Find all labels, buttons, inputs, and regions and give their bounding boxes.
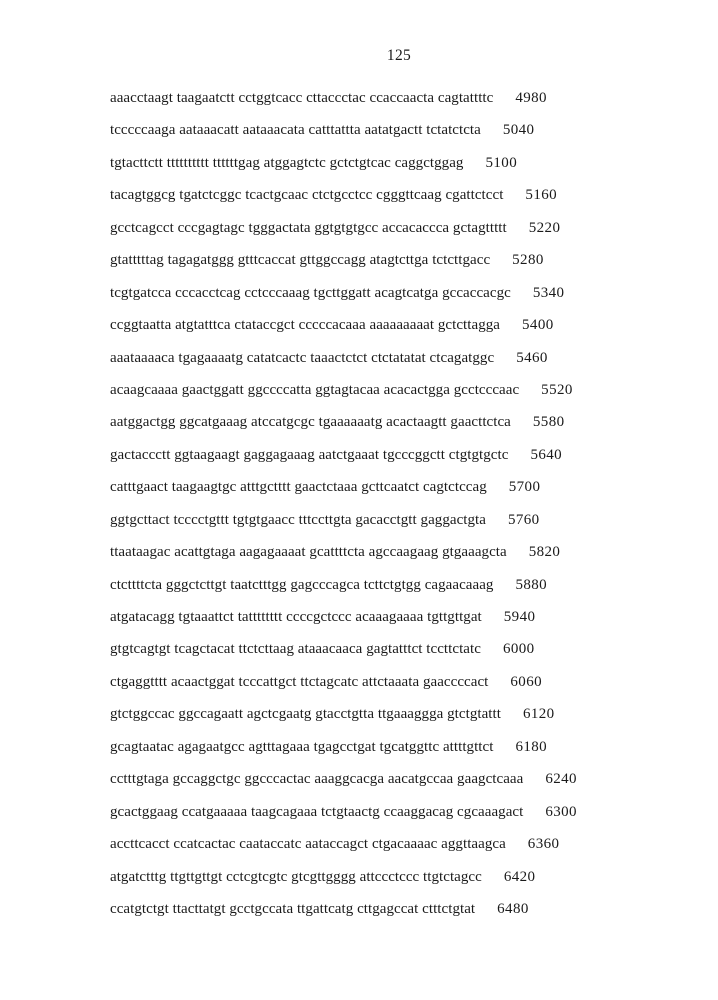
sequence-residues: gcagtaatac agagaatgcc agtttagaaa tgagcctgat tgcatggttc attttgttct [110, 738, 494, 755]
sequence-position-number: 6360 [527, 836, 560, 853]
sequence-line [110, 155, 670, 187]
sequence-line [110, 122, 670, 154]
sequence-position-number: 5760 [507, 511, 540, 528]
sequence-residues: tacagtggcg tgatctcggc tcactgcaac ctctgcctcc cgggttcaag cgattctcct [110, 187, 504, 204]
sequence-position-number: 6480 [497, 900, 529, 917]
sequence-residues: tgtacttctt tttttttttt ttttttgag atggagtctc gctctgtcac caggctggag [110, 154, 464, 171]
sequence-position-number: 5880 [515, 576, 548, 593]
sequence-position-number: 5280 [512, 252, 544, 269]
page-number: 125 [386, 47, 412, 64]
sequence-residues: acaagcaaaa gaactggatt ggccccatta ggtagtacaa acacactgga gcctcccaac [110, 381, 520, 398]
sequence-position-number: 5940 [503, 609, 536, 625]
sequence-position-number: 5400 [522, 317, 554, 334]
sequence-residues: tcgtgatcca cccacctcag cctcccaaag tgcttggatt acagtcatga gccaccacgc [110, 284, 511, 301]
sequence-line [110, 285, 670, 317]
sequence-residues: aaataaaaca tgagaaaatg catatcactc taaactctct ctctatatat ctcagatggc [110, 349, 495, 366]
sequence-position-number: 5040 [502, 122, 535, 139]
sequence-line [110, 609, 670, 641]
sequence-line [110, 836, 670, 868]
sequence-position-number: 6420 [503, 868, 536, 885]
sequence-line [110, 674, 670, 706]
sequence-residues: accttcacct ccatcactac caataccatc aataccagct ctgacaaaac aggttaagca [110, 836, 506, 853]
sequence-residues: gtatttttag tagagatggg gtttcaccat gttggccagg atagtcttga tctcttgacc [110, 252, 491, 269]
sequence-residues: catttgaact taagaagtgc atttgctttt gaactctaaa gcttcaatct cagtctccag [110, 479, 487, 496]
sequence-line [110, 512, 670, 544]
sequence-line [110, 706, 670, 738]
sequence-position-number: 5160 [525, 187, 558, 204]
sequence-line [110, 641, 670, 673]
sequence-residues: ctgaggtttt acaactggat tcccattgct ttctagcatc attctaaata gaaccccact [110, 673, 489, 690]
sequence-residues: ttaataagac acattgtaga aagagaaaat gcattttcta agccaagaag gtgaaagcta [110, 544, 507, 561]
sequence-residues: aaacctaagt taagaatctt cctggtcacc cttaccctac ccaccaacta cagtattttc [110, 90, 494, 106]
sequence-residues: atgatctttg ttgttgttgt cctcgtcgtc gtcgttgggg attccctccc ttgtctagcc [110, 868, 482, 885]
sequence-residues: ccatgtctgt ttacttatgt gcctgccata ttgattcatg cttgagccat ctttctgtat [110, 900, 476, 917]
sequence-residues: gactaccctt ggtaagaagt gaggagaaag aatctgaaat tgcccggctt ctgtgtgctc [110, 446, 509, 463]
sequence-line [110, 414, 670, 446]
sequence-line [110, 317, 670, 349]
sequence-line [110, 479, 670, 511]
sequence-residues: ggtgcttact tcccctgttt tgtgtgaacc tttccttgta gacacctgtt gaggactgta [110, 511, 486, 528]
sequence-listing-block [110, 90, 670, 933]
sequence-residues: gcctcagcct cccgagtagc tgggactata ggtgtgtgcc accacaccca gctagttttt [110, 219, 507, 236]
sequence-line [110, 220, 670, 252]
sequence-line [110, 90, 670, 122]
sequence-residues: aatggactgg ggcatgaaag atccatgcgc tgaaaaaatg acactaagtt gaacttctca [110, 414, 511, 431]
sequence-position-number: 6060 [510, 673, 543, 690]
sequence-position-number: 5580 [532, 414, 565, 431]
sequence-position-number: 6180 [515, 738, 548, 755]
sequence-residues: gtgtcagtgt tcagctacat ttctcttaag ataaacaaca gagtatttct tccttctatc [110, 641, 481, 658]
sequence-residues: gtctggccac ggccagaatt agctcgaatg gtacctgtta ttgaaaggga gtctgtattt [110, 706, 501, 723]
sequence-position-number: 6300 [545, 803, 577, 820]
sequence-line [110, 350, 670, 382]
sequence-residues: cctttgtaga gccaggctgc ggcccactac aaaggcacga aacatgccaa gaagctcaaa [110, 771, 524, 788]
sequence-position-number: 4980 [515, 90, 547, 106]
sequence-line [110, 739, 670, 771]
sequence-position-number: 5700 [508, 479, 541, 496]
sequence-position-number: 5340 [532, 284, 565, 301]
sequence-residues: ccggtaatta atgtatttca ctataccgct cccccacaaa aaaaaaaaat gctcttagga [110, 317, 501, 334]
sequence-position-number: 6000 [502, 641, 535, 658]
sequence-residues: tcccccaaga aataaacatt aataaacata catttattta aatatgactt tctatctcta [110, 122, 481, 139]
sequence-position-number: 5460 [516, 349, 548, 366]
sequence-residues: atgatacagg tgtaaattct tatttttttt ccccgctccc acaaagaaaa tgttgttgat [110, 609, 482, 625]
sequence-position-number: 6240 [545, 771, 577, 788]
sequence-line [110, 771, 670, 803]
sequence-position-number: 5820 [528, 544, 561, 561]
sequence-position-number: 5640 [530, 446, 563, 463]
sequence-position-number: 6120 [522, 706, 555, 723]
sequence-line [110, 544, 670, 576]
sequence-line [110, 447, 670, 479]
sequence-line [110, 382, 670, 414]
sequence-line [110, 252, 670, 284]
sequence-position-number: 5100 [485, 154, 518, 171]
sequence-line [110, 187, 670, 219]
sequence-position-number: 5520 [541, 381, 573, 398]
sequence-line [110, 804, 670, 836]
sequence-residues: gcactggaag ccatgaaaaa taagcagaaa tctgtaactg ccaaggacag cgcaaagact [110, 803, 524, 820]
sequence-position-number: 5220 [528, 219, 561, 236]
sequence-line [110, 577, 670, 609]
sequence-line [110, 901, 670, 933]
sequence-line [110, 869, 670, 901]
sequence-residues: ctcttttcta gggctcttgt taatctttgg gagcccagca tcttctgtgg cagaacaaag [110, 576, 494, 593]
